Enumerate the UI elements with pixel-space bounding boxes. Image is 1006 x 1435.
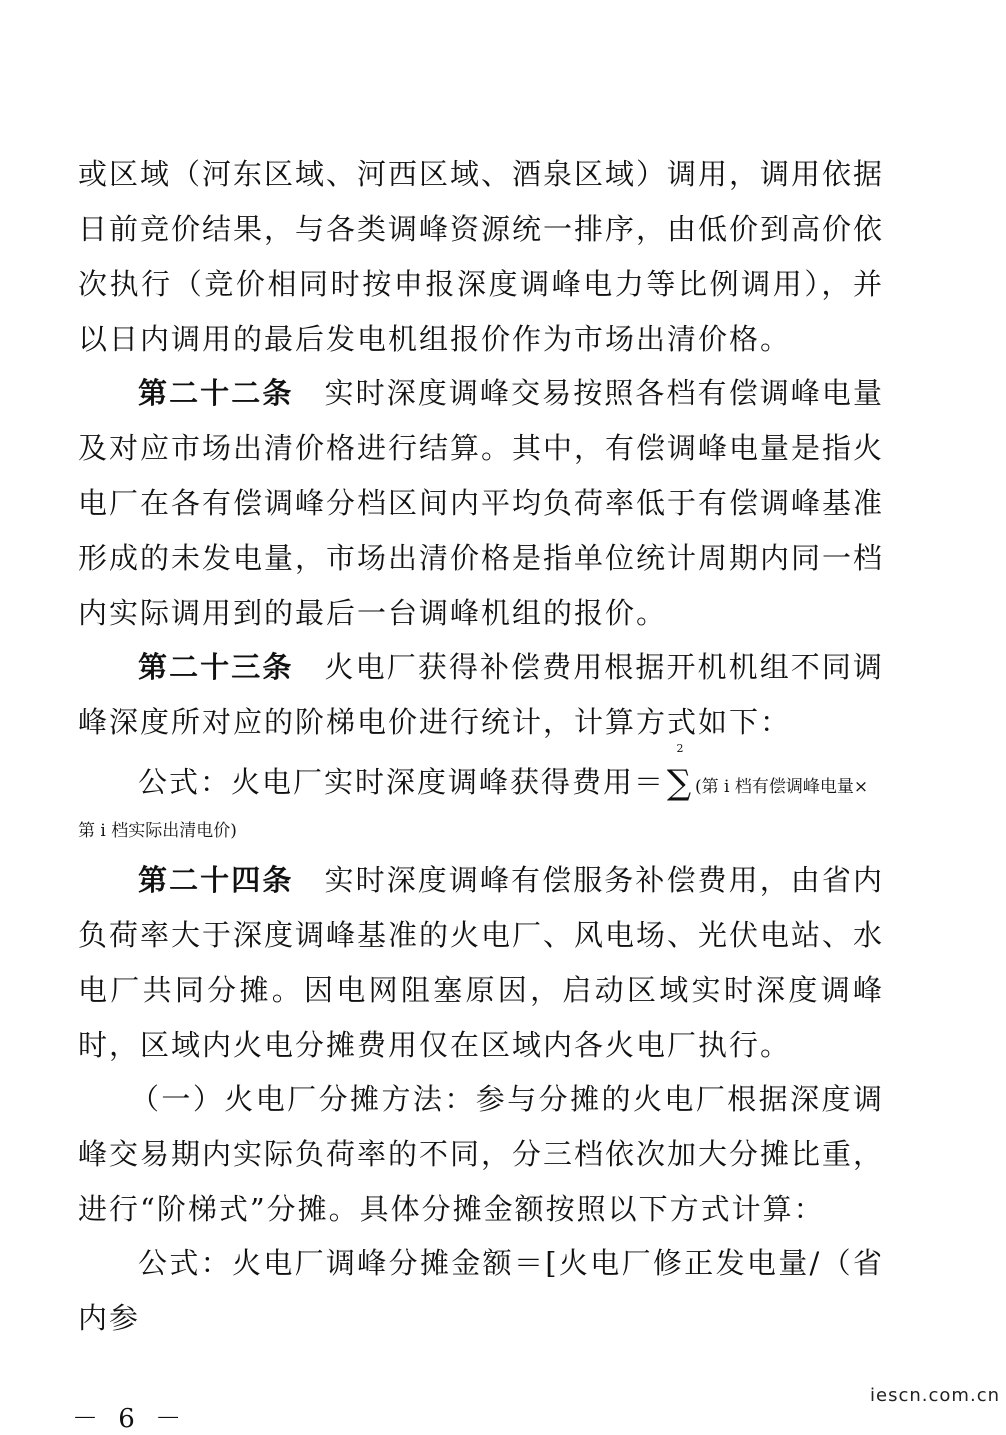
sigma-upper-limit: 2 bbox=[676, 742, 684, 755]
site-watermark: iescn.com.cn bbox=[870, 1385, 1000, 1406]
article-23-body: 火电厂获得补偿费用根据开机机组不同调峰深度所对应的阶梯电价进行统计，计算方式如下： bbox=[78, 650, 884, 739]
article-24-title: 第二十四条 bbox=[138, 863, 294, 897]
page-number: － 6 － bbox=[72, 1404, 188, 1434]
article-24 bbox=[78, 853, 884, 1073]
formula-allocation: 公式：火电厂调峰分摊金额＝[火电厂修正发电量/（省内参 bbox=[78, 1246, 884, 1335]
formula-label: 公式：火电厂实时深度调峰获得费用＝ bbox=[138, 765, 666, 799]
article-23-title: 第二十三条 bbox=[138, 650, 294, 684]
article-24-body: 实时深度调峰有偿服务补偿费用，由省内负荷率大于深度调峰基准的火电厂、风电场、光伏电站、水电厂共同分摊。因电网阻塞原因，启动区域实时深度调峰时，区域内火电分摊费用仅在区域内各火电厂执行。 bbox=[78, 863, 885, 1062]
article-23 bbox=[78, 640, 884, 750]
article-22-body: 实时深度调峰交易按照各档有偿调峰电量及对应市场出清价格进行结算。其中，有偿调峰电量是指火电厂在各有偿调峰分档区间内平均负荷率低于有偿调峰基准形成的未发电量，市场出清价格是指单位统计周期内同一档内实际调用到的最后一台调峰机组的报价。 bbox=[78, 376, 885, 630]
paragraph-continuation: 或区域（河东区域、河西区域、酒泉区域）调用，调用依据日前竞价结果，与各类调峰资源统一排序，由低价到高价依次执行（竞价相同时按申报深度调峰电力等比例调用），并以日内调用的最后发电机组报价作为市场出清价格。 bbox=[78, 157, 885, 356]
article-22-title: 第二十二条 bbox=[138, 376, 294, 410]
sigma-symbol bbox=[665, 742, 695, 803]
formula-term-part1: (第 i 档有偿调峰电量× bbox=[695, 777, 869, 797]
formula-compensation bbox=[138, 742, 898, 803]
subsection-thermal-allocation: （一）火电厂分摊方法：参与分摊的火电厂根据深度调峰交易期内实际负荷率的不同，分三档依次加大分摊比重，进行“阶梯式”分摊。具体分摊金额按照以下方式计算： bbox=[78, 1082, 885, 1226]
formula-term-part2: 第 i 档实际出清电价) bbox=[78, 821, 237, 841]
article-22 bbox=[78, 366, 884, 641]
sigma-glyph: ∑ bbox=[666, 763, 694, 803]
